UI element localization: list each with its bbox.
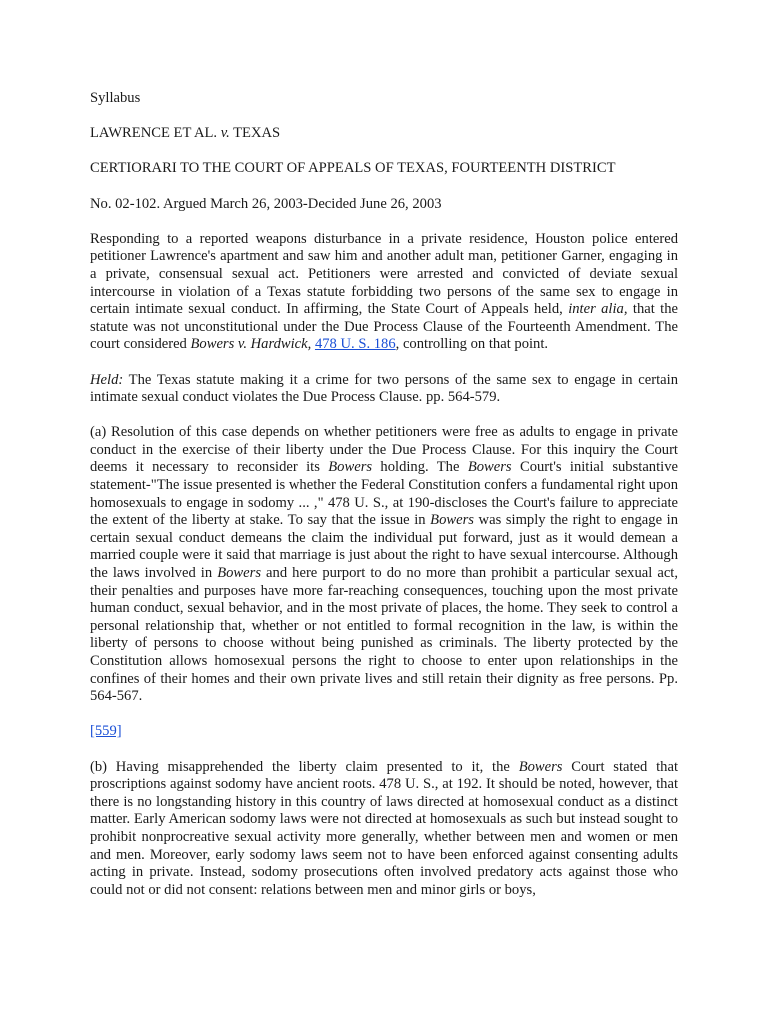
inter-alia-text: inter alia, bbox=[568, 301, 628, 318]
docket-line bbox=[90, 196, 678, 214]
bowers-ref-3: Bowers bbox=[430, 512, 474, 529]
bowers-ref-4: Bowers bbox=[217, 565, 261, 582]
section-a-text-2: holding. The bbox=[372, 459, 468, 476]
bowers-ref-2: Bowers bbox=[467, 459, 512, 476]
section-b-paragraph bbox=[90, 759, 678, 900]
section-a-text-1: (a) Resolution of this case depends on whether petitioners were free as adults to engage in private conduct in the exercise of their liberty under the Due Process Clause. For this inquiry the Court deems it necessary to reconsider its bbox=[90, 424, 678, 476]
section-a-text-3: Court's initial substantive statement-"The issue presented is whether the Federal Constitution confers a fundamental right upon homosexuals to engage in sodomy ... ," 478 U. S., at 190-discloses the Court's failure to appreciate the extent of the liberty at stake. To say that the issue in bbox=[90, 459, 678, 529]
page-marker-line bbox=[90, 723, 678, 741]
held-label: Held: bbox=[90, 371, 124, 388]
case-title-right: TEXAS bbox=[229, 125, 281, 142]
bowers-ref-1: Bowers bbox=[328, 459, 373, 476]
held-text: The Texas statute making it a crime for two persons of the same sex to engage in certain intimate sexual conduct violates the Due Process Clause. pp. 564-579. bbox=[90, 371, 678, 406]
section-a-text-5: and here purport to do no more than prohibit a particular sexual act, their penalties and purposes have more far-reaching consequences, touching upon the most private human conduct, sexual behavior, and in the most private of places, the home. They seek to control a personal relationship that, whether or not entitled to formal recognition in the law, is within the liberty of persons to choose without being punished as criminals. The liberty protected by the Constitution allows homosexual persons the right to choose to enter upon relationships in the confines of their homes and their own private lives and still retain their dignity as free persons. Pp. 564-567. bbox=[90, 565, 678, 705]
section-a-paragraph bbox=[90, 424, 678, 706]
facts-text-b: that the statute was not unconstitutional under the Due Process Clause of the Fourteenth Amendment. The court considered bbox=[90, 301, 678, 353]
facts-paragraph bbox=[90, 231, 678, 354]
held-paragraph bbox=[90, 372, 678, 407]
document-page bbox=[90, 90, 678, 917]
case-title bbox=[90, 125, 678, 143]
citation-link-478-us-186[interactable]: 478 U. S. 186 bbox=[314, 336, 396, 353]
facts-text-a: Responding to a reported weapons disturbance in a private residence, Houston police entered petitioner Lawrence's apartment and saw him and another adult man, petitioner Garner, engaging in a private, consensual sexual act. Petitioners were arrested and convicted of deviate sexual intercourse in violation of a Texas statute forbidding two persons of the same sex to engage in certain intimate sexual conduct. In affirming, the State Court of Appeals held, bbox=[90, 230, 678, 318]
case-title-versus: v. bbox=[220, 125, 230, 142]
section-b-text-1: (b) Having misapprehended the liberty claim presented to it, the bbox=[90, 758, 519, 775]
page-marker-link[interactable]: [559] bbox=[90, 723, 122, 740]
bowers-case-name: Bowers v. Hardwick, bbox=[190, 336, 312, 353]
section-a-text-4: was simply the right to engage in certain sexual conduct demeans the claim the individual put forward, just as it would demean a married couple were it said that marriage is just about the right to have sexual intercourse. Although the laws involved in bbox=[90, 512, 679, 582]
facts-text-c: , controlling on that point. bbox=[395, 336, 549, 353]
docket-text: No. 02-102. Argued March 26, 2003-Decided June 26, 2003 bbox=[90, 195, 442, 212]
certiorari-text: CERTIORARI TO THE COURT OF APPEALS OF TEXAS, FOURTEENTH DISTRICT bbox=[90, 160, 616, 177]
syllabus-text: Syllabus bbox=[90, 90, 141, 106]
case-title-left: LAWRENCE ET AL. bbox=[90, 125, 221, 142]
syllabus-heading bbox=[90, 90, 678, 108]
bowers-ref-5: Bowers bbox=[518, 758, 563, 775]
certiorari-line bbox=[90, 160, 678, 178]
section-b-text-2: Court stated that proscriptions against sodomy have ancient roots. 478 U. S., at 192. It should be noted, however, that there is no longstanding history in this country of laws directed at homosexual conduct as a distinct matter. Early American sodomy laws were not directed at homosexuals as such but instead sought to prohibit nonprocreative sexual activity more generally, whether between men and women or men and men. Moreover, early sodomy laws seem not to have been enforced against consenting adults acting in private. Instead, sodomy prosecutions often involved predatory acts against those who could not or did not consent: relations between men and minor girls or boys, bbox=[90, 758, 678, 898]
